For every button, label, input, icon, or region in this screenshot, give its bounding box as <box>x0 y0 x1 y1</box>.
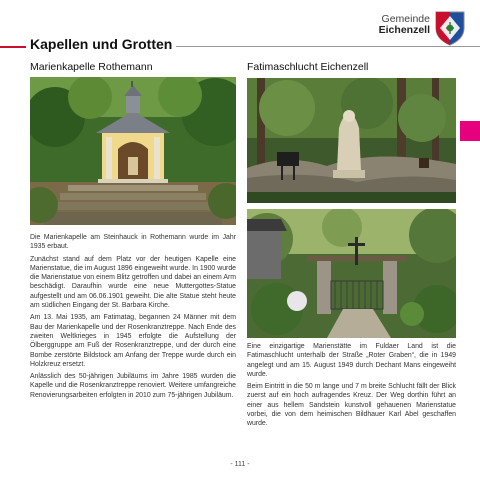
section-title-marienkapelle: Marienkapelle Rothemann <box>30 61 153 73</box>
page-title: Kapellen und Grotten <box>30 36 173 52</box>
municipality-name <box>379 14 430 36</box>
paragraph: Beim Eintritt in die 50 m lange und 7 m breite Schlucht fällt der Blick zuerst auf ein hoch aufragendes Kreuz. Der Weg dorthin führt an einer aus hellem Sandstein kunstvoll gehauenen Marienstatue vorbei, die von dem heimischen Bildhauer Karl Abel geschaffen wurde. <box>247 383 456 428</box>
title-rule-accent <box>0 46 26 48</box>
paragraph: Zunächst stand auf dem Platz vor der heutigen Kapelle eine Marienstatue, die im August 1896 eingeweiht wurde. In 1900 wurde die Marienstatue von einem Blitz getroffen und dabei an einem Arm beschädigt. Daraufhin wurde eine neue Muttergottes-Statue aufgestellt und am 06.06.1901 geweiht. Die alte Statue steht heute am südlichen Eingang der St. Barbara Kirche. <box>30 255 236 310</box>
chapter-tab-marker <box>460 121 480 141</box>
brand-line-eichenzell: Eichenzell <box>378 24 430 36</box>
title-rule <box>176 46 480 47</box>
photo-fatimaschlucht-cross <box>247 209 456 338</box>
paragraph: Die Marienkapelle am Steinhauck in Rothemann wurde im Jahr 1935 erbaut. <box>30 234 236 251</box>
photo-fatimaschlucht-statue <box>247 78 456 203</box>
paragraph: Eine einzigartige Marienstätte im Fuldaer Land ist die Fatimaschlucht unterhalb der Straße „Roter Graben“, die in 1949 angelegt und am 15. August 1949 durch Dechant Mans eingeweiht wurde. <box>247 343 456 378</box>
brand-line-gemeinde: Gemeinde <box>381 13 430 25</box>
page-number: - 111 - <box>230 461 250 468</box>
paragraph: Anlässlich des 50-jährigen Jubiläums im Jahre 1985 wurden die Kapelle und die Rosenkranztreppe renoviert. Weitere umfangreiche Renovierungsarbeiten erfolgten in 2010 zum 75-jährigen Jubiläum. <box>30 373 236 399</box>
chapter-tab-label: Kapellen und Grotten <box>463 262 477 386</box>
paragraph: Am 13. Mai 1935, am Fatimatag, begannen 24 Männer mit dem Bau der Marienkapelle und der Rosenkranztreppe. Nach Ende des zweiten Weltkrieges in 1945 erfolgte die Aufstellung der Ölberggruppe am Fuß der Rosenkranztreppe, und der durch eine Bombe zerstörte Bildstock am Anfang der Treppe wurde durch ein Holzkreuz ersetzt. <box>30 314 236 368</box>
coat-of-arms-icon <box>434 10 466 46</box>
photo-marienkapelle <box>30 77 236 225</box>
text-marienkapelle <box>30 233 236 403</box>
section-title-fatimaschlucht: Fatimaschlucht Eichenzell <box>247 61 369 73</box>
text-fatimaschlucht <box>247 342 456 432</box>
